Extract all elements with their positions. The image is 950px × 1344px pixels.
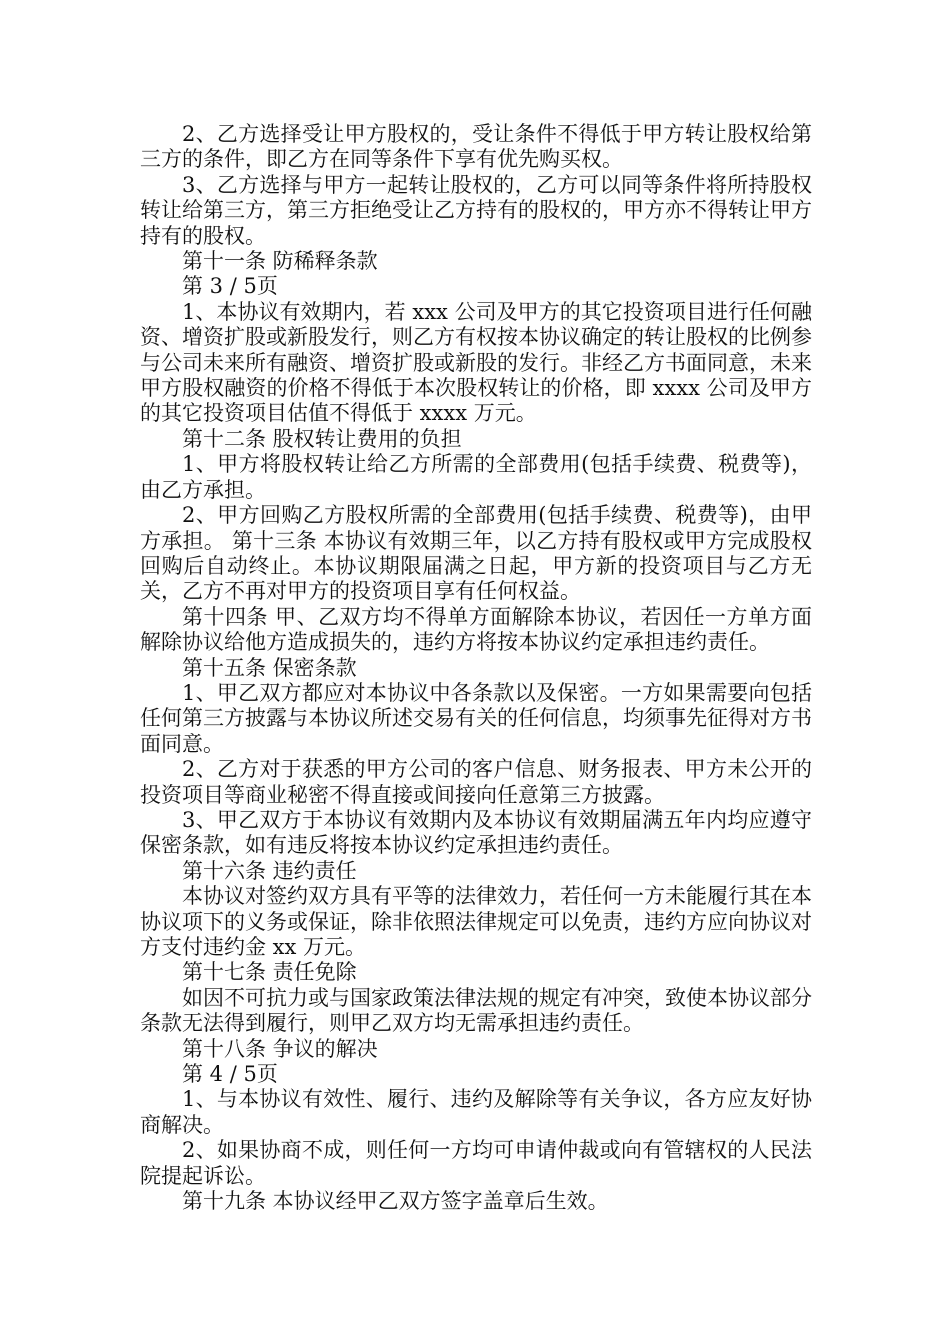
paragraph-clause-19: 第十九条 本协议经甲乙双方签字盖章后生效。 bbox=[182, 1189, 609, 1214]
page-number-3: 第 3 / 5页 bbox=[182, 274, 278, 299]
paragraph-clause-10-item-2: 2、乙方选择受让甲方股权的，受让条件不得低于甲方转让股权给第三方的条件，即乙方在同等条件下享有优先购买权。 bbox=[140, 122, 812, 172]
paragraph-clause-14: 第十四条 甲、乙双方均不得单方面解除本协议，若因任一方单方面解除协议给他方造成损失的，违约方将按本协议约定承担违约责任。 bbox=[140, 604, 812, 655]
paragraph-clause-15-item-2: 2、乙方对于获悉的甲方公司的客户信息、财务报表、甲方未公开的投资项目等商业秘密不得直接或间接向任意第三方披露。 bbox=[140, 757, 812, 807]
heading-clause-17: 第十七条 责任免除 bbox=[182, 960, 357, 985]
paragraph-clause-12-item-1: 1、甲方将股权转让给乙方所需的全部费用(包括手续费、税费等)，由乙方承担。 bbox=[140, 452, 812, 502]
heading-clause-12: 第十二条 股权转让费用的负担 bbox=[182, 426, 462, 451]
heading-clause-11: 第十一条 防稀释条款 bbox=[182, 249, 378, 274]
paragraph-clause-18-item-2: 2、如果协商不成，则任何一方均可申请仲裁或向有管辖权的人民法院提起诉讼。 bbox=[140, 1138, 812, 1188]
paragraph-clause-11-item-1: 1、本协议有效期内，若 xxx 公司及甲方的其它投资项目进行任何融资、增资扩股或新股发行，则乙方有权按本协议确定的转让股权的比例参与公司未来所有融资、增资扩股或新股的发行。非经乙方书面同意，未来甲方股权融资的价格不得低于本次股权转让的价格，即 xxxx 公司及甲方的其它投资项目估值不得低于 xxxx 万元。 bbox=[140, 299, 812, 426]
page-number-4: 第 4 / 5页 bbox=[182, 1062, 278, 1087]
paragraph-clause-17: 如因不可抗力或与国家政策法律法规的规定有冲突，致使本协议部分条款无法得到履行，则甲乙双方均无需承担违约责任。 bbox=[140, 985, 812, 1036]
heading-clause-15: 第十五条 保密条款 bbox=[182, 655, 357, 680]
paragraph-clause-15-item-1: 1、甲乙双方都应对本协议中各条款以及保密。一方如果需要向包括任何第三方披露与本协议所述交易有关的任何信息，均须事先征得对方书面同意。 bbox=[140, 680, 812, 756]
paragraph-clause-18-item-1: 1、与本协议有效性、履行、违约及解除等有关争议，各方应友好协商解决。 bbox=[140, 1087, 812, 1137]
heading-clause-18: 第十八条 争议的解决 bbox=[182, 1036, 378, 1061]
paragraph-clause-15-item-3: 3、甲乙双方于本协议有效期内及本协议有效期届满五年内均应遵守保密条款，如有违反将按本协议约定承担违约责任。 bbox=[140, 807, 812, 858]
paragraph-clause-12-item-2: 2、甲方回购乙方股权所需的全部费用(包括手续费、税费等)，由甲方承担。 第十三条 本协议有效期三年，以乙方持有股权或甲方完成股权回购后自动终止。本协议期限届满之日起，甲方新的投资项目与乙方无关，乙方不再对甲方的投资项目享有任何权益。 bbox=[140, 503, 812, 604]
document-page bbox=[140, 122, 812, 1214]
heading-clause-16: 第十六条 违约责任 bbox=[182, 858, 357, 883]
paragraph-clause-16: 本协议对签约双方具有平等的法律效力，若任何一方未能履行其在本协议项下的义务或保证，除非依照法律规定可以免责，违约方应向协议对方支付违约金 xx 万元。 bbox=[140, 884, 812, 959]
paragraph-clause-10-item-3: 3、乙方选择与甲方一起转让股权的，乙方可以同等条件将所持股权转让给第三方，第三方拒绝受让乙方持有的股权的，甲方亦不得转让甲方持有的股权。 bbox=[140, 172, 812, 248]
